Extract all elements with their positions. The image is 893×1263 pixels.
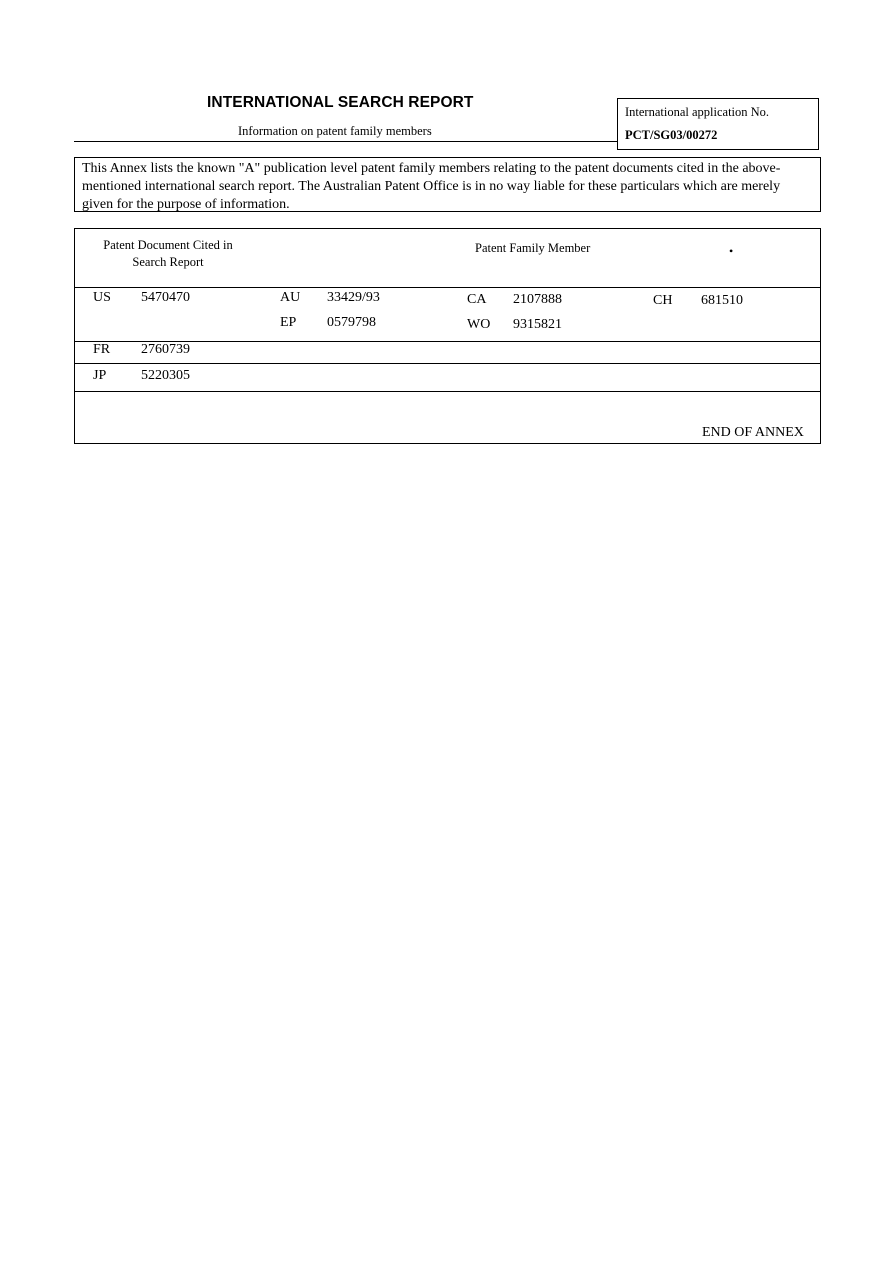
cited-country: FR [93,342,111,357]
header-mark: • [729,244,734,258]
header-family-member: Patent Family Member [475,241,591,255]
header-cited-line2: Search Report [132,255,204,269]
row-divider [75,363,820,364]
header-rule [74,141,618,142]
application-number-box [617,98,819,150]
header-cited-document [93,237,243,271]
application-number: PCT/SG03/00272 [625,128,718,142]
family-number: 2107888 [513,292,562,307]
family-country: EP [280,315,297,330]
header-divider [75,287,820,288]
report-title: INTERNATIONAL SEARCH REPORT [207,94,474,111]
family-number: 0579798 [327,315,376,330]
application-label: International application No. [625,105,770,119]
cited-number: 5220305 [141,368,190,383]
header-cited-line1: Patent Document Cited in [103,238,233,252]
family-number: 33429/93 [327,290,380,305]
family-country: WO [467,317,491,332]
family-number: 9315821 [513,317,562,332]
row-divider [75,391,820,392]
family-country: CH [653,293,673,308]
family-number: 681510 [701,293,743,308]
cited-country: US [93,290,111,305]
cited-number: 5470470 [141,290,190,305]
annex-notice: This Annex lists the known "A" publication level patent family members relating to the patent documents cited in the above-mentioned international search report. The Australian Patent Office is in no way liable for these particulars which are merely given for the purpose of information. [74,157,821,212]
end-of-annex: END OF ANNEX [702,425,804,440]
patent-family-table [74,228,821,444]
report-subtitle: Information on patent family members [238,124,432,138]
family-country: AU [280,290,301,305]
cited-country: JP [93,368,107,383]
family-country: CA [467,292,487,307]
cited-number: 2760739 [141,342,190,357]
